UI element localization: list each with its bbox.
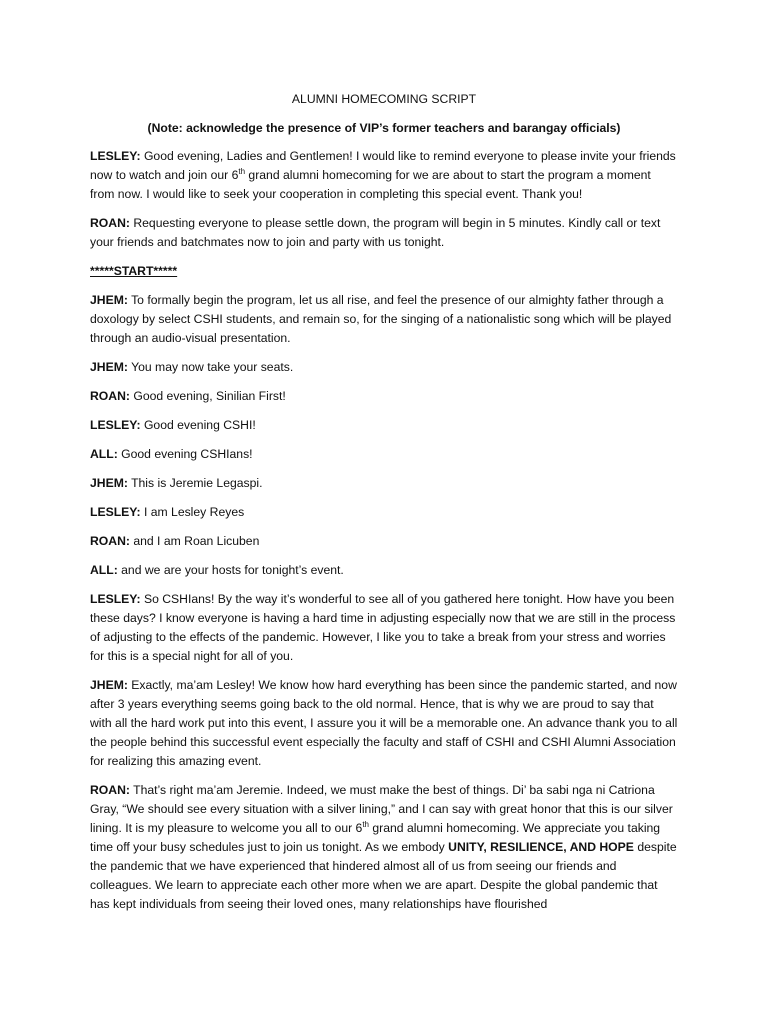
line-text: and I am Roan Licuben — [129, 534, 260, 548]
line-text: I am Lesley Reyes — [140, 505, 245, 519]
speaker-name: ROAN: — [90, 534, 130, 548]
speaker-name: JHEM: — [90, 678, 128, 692]
script-line — [90, 590, 678, 666]
theme-words: UNITY, RESILIENCE, AND HOPE — [448, 840, 634, 854]
line-text: Requesting everyone to please settle down, the program will begin in 5 minutes. Kindly call or text your friends and batchmates now to join and party with us tonight. — [90, 216, 661, 249]
speaker-name: JHEM: — [90, 476, 128, 490]
line-text: So CSHIans! By the way it’s wonderful to see all of you gathered here tonight. How have you been these days? I know everyone is having a hard time in adjusting especially now that we are still in the process of adjusting to the effects of the pandemic. However, I like you to take a break from your stress and worries for this is a special night for all of you. — [90, 592, 676, 663]
ordinal-suffix: th — [362, 819, 369, 829]
script-line — [90, 445, 678, 464]
ordinal-suffix: th — [238, 166, 246, 176]
script-line — [90, 474, 678, 493]
line-text: This is Jeremie Legaspi. — [127, 476, 263, 490]
document-note: (Note: acknowledge the presence of VIP’s former teachers and barangay officials) — [147, 121, 621, 135]
script-line — [90, 358, 678, 377]
script-line — [90, 214, 678, 252]
script-line — [90, 676, 678, 771]
speaker-name: ALL: — [90, 447, 118, 461]
speaker-name: JHEM: — [90, 360, 128, 374]
line-text: You may now take your seats. — [127, 360, 294, 374]
speaker-name: ALL: — [90, 563, 118, 577]
speaker-name: ROAN: — [90, 389, 130, 403]
script-line — [90, 147, 678, 204]
line-text: To formally begin the program, let us all rise, and feel the presence of our almighty father through a doxology by select CSHI students, and remain so, for the singing of a nationalistic song which will be played through an audio-visual presentation. — [90, 293, 672, 345]
speaker-name: LESLEY: — [90, 505, 141, 519]
speaker-name: LESLEY: — [90, 149, 141, 163]
speaker-name: ROAN: — [90, 783, 130, 797]
speaker-name: ROAN: — [90, 216, 130, 230]
script-line — [90, 416, 678, 435]
document-title: ALUMNI HOMECOMING SCRIPT — [291, 92, 477, 106]
start-marker: *****START***** — [90, 264, 178, 278]
line-text-continued: grand alumni homecoming for we are about to start the program a moment from now. I would like to seek your cooperation in completing this special event. Thank you! — [90, 168, 651, 201]
line-text: Good evening, Ladies and Gentlemen! I would like to remind everyone to please invite your friends now to watch and join our 6 — [90, 149, 676, 182]
line-text: Good evening, Sinilian First! — [129, 389, 286, 403]
line-text: Exactly, ma’am Lesley! We know how hard everything has been since the pandemic started, and now after 3 years everything seems going back to the old normal. Hence, that is why we are proud to say that with all the hard work put into this event, I assure you it will be a memorable one. An advance thank you to all the people behind this successful event especially the faculty and staff of CSHI and CSHI Alumni Association for realizing this amazing event. — [90, 678, 678, 768]
script-line — [90, 561, 678, 580]
speaker-name: LESLEY: — [90, 592, 141, 606]
script-line — [90, 291, 678, 348]
speaker-name: LESLEY: — [90, 418, 141, 432]
line-text: and we are your hosts for tonight’s event. — [117, 563, 344, 577]
line-text-end: despite the pandemic that we have experienced that hindered almost all of us from seeing our friends and colleagues. We learn to appreciate each other more when we are apart. Despite the global pandemic that has kept individuals from seeing their loved ones, many relationships have flourished — [90, 840, 677, 911]
script-line — [90, 387, 678, 406]
line-text: Good evening CSHI! — [140, 418, 256, 432]
script-page — [90, 90, 678, 924]
line-text: Good evening CSHIans! — [117, 447, 253, 461]
line-text-continued: grand alumni homecoming. We appreciate you taking time off your busy schedules just to join us tonight. As we embody — [90, 821, 661, 854]
line-text: That’s right ma’am Jeremie. Indeed, we must make the best of things. Di’ ba sabi nga ni Catriona Gray, “We should see every situation with a silver lining,” and I can say with great honor that this is our silver lining. It is my pleasure to welcome you all to our 6 — [90, 783, 673, 835]
script-line — [90, 503, 678, 522]
script-line — [90, 532, 678, 551]
speaker-name: JHEM: — [90, 293, 128, 307]
script-line — [90, 781, 678, 914]
